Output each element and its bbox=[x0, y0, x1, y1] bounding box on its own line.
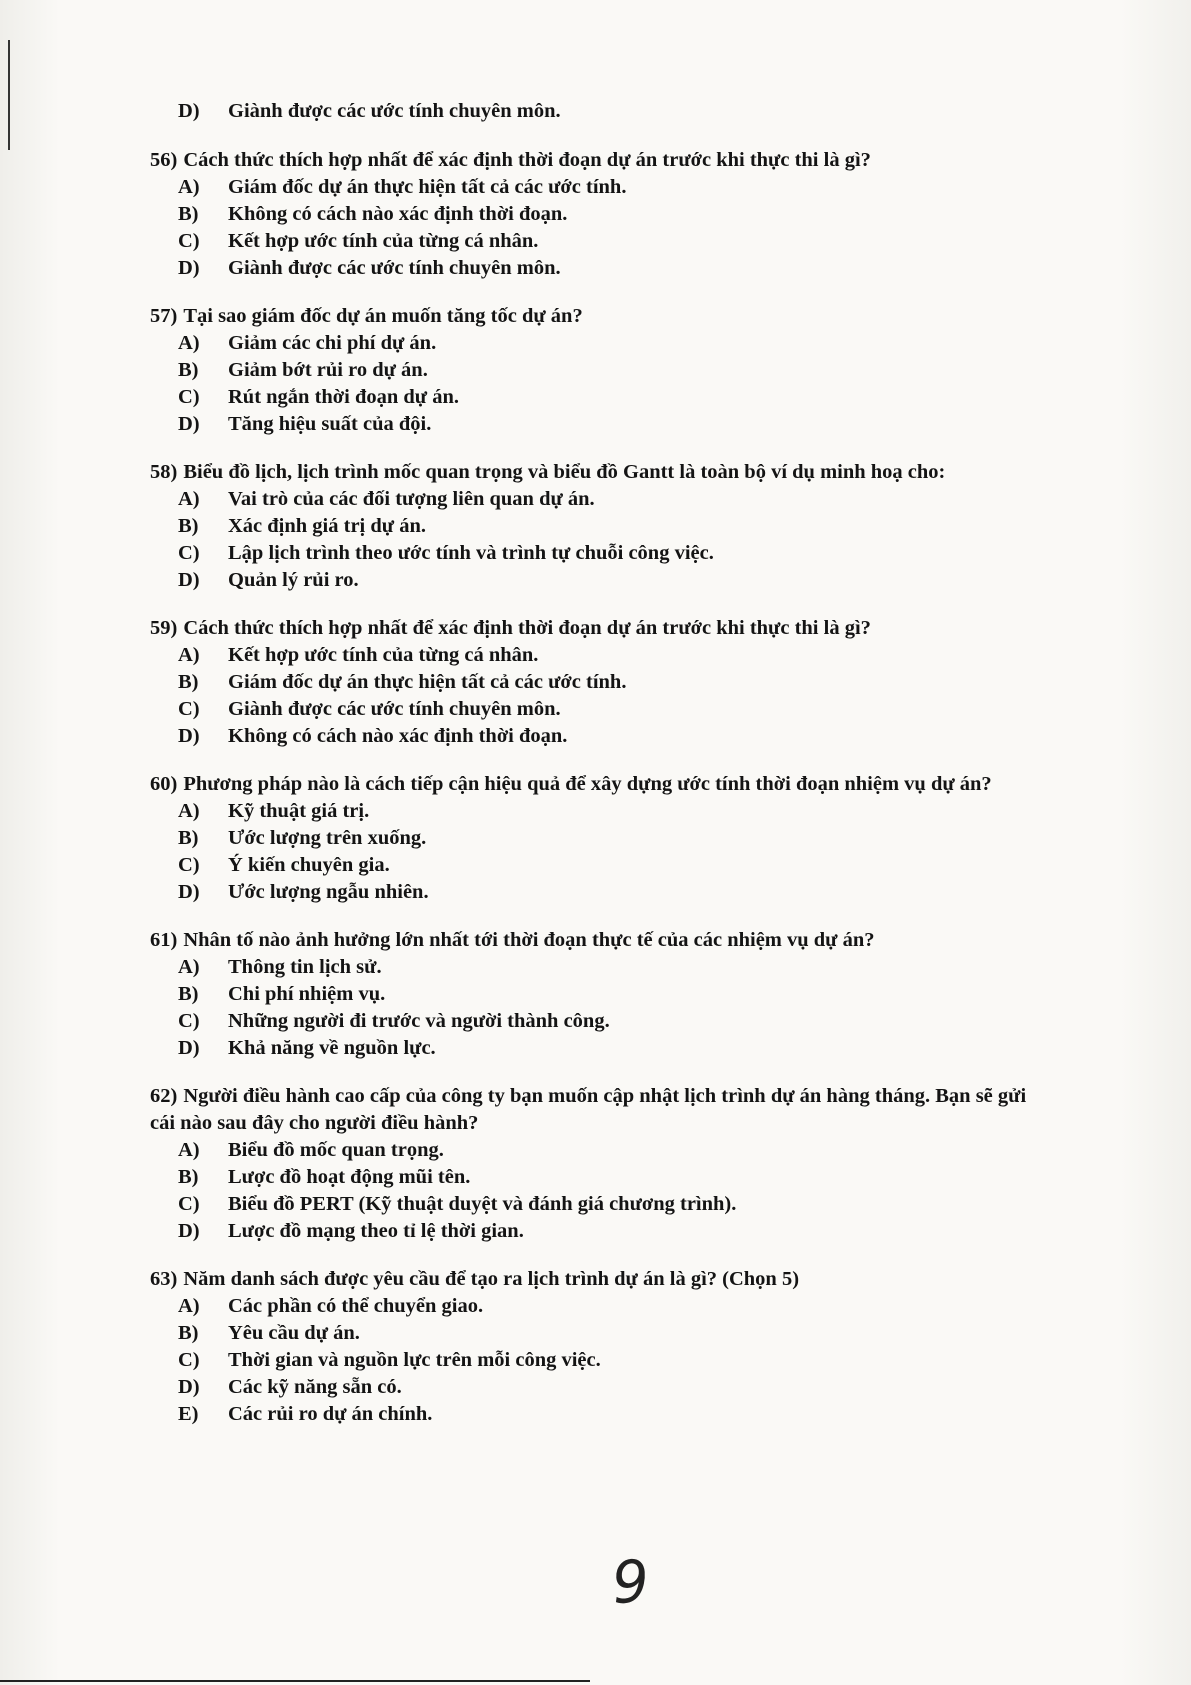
answer-option bbox=[178, 1191, 1050, 1218]
option-letter: C) bbox=[178, 698, 200, 720]
option-text: Không có cách nào xác định thời đoạn. bbox=[228, 725, 568, 747]
option-letter: D) bbox=[178, 1376, 200, 1398]
question-body: Nhân tố nào ảnh hưởng lớn nhất tới thời đoạn thực tế của các nhiệm vụ dự án? bbox=[183, 929, 875, 951]
option-text: Ước lượng ngẫu nhiên. bbox=[228, 881, 429, 903]
option-text: Kết hợp ước tính của từng cá nhân. bbox=[228, 230, 539, 252]
answer-option bbox=[178, 330, 1050, 357]
question-number: 56) bbox=[150, 149, 178, 171]
answer-option bbox=[178, 1374, 1050, 1401]
answer-option bbox=[178, 411, 1050, 438]
answer-option bbox=[178, 1035, 1050, 1062]
handwritten-page-number: 9 bbox=[609, 1546, 652, 1618]
option-letter: C) bbox=[178, 230, 200, 252]
question-list bbox=[150, 98, 1050, 1449]
answer-option bbox=[178, 567, 1050, 594]
option-letter: D) bbox=[178, 569, 200, 591]
option-text: Giảm các chi phí dự án. bbox=[228, 332, 437, 354]
option-text: Những người đi trước và người thành công. bbox=[228, 1010, 610, 1032]
option-text: Các phần có thể chuyển giao. bbox=[228, 1295, 484, 1317]
option-text: Các kỹ năng sẵn có. bbox=[228, 1376, 402, 1398]
question-body: Tại sao giám đốc dự án muốn tăng tốc dự án? bbox=[183, 305, 583, 327]
answer-option bbox=[178, 1347, 1050, 1374]
option-text: Rút ngắn thời đoạn dự án. bbox=[228, 386, 460, 408]
answer-option bbox=[178, 723, 1050, 750]
option-text: Giành được các ước tính chuyên môn. bbox=[228, 100, 561, 122]
option-letter: A) bbox=[178, 800, 200, 822]
question-number: 59) bbox=[150, 617, 178, 639]
option-letter: C) bbox=[178, 542, 200, 564]
question-text bbox=[150, 615, 1050, 642]
question-body: Biểu đồ lịch, lịch trình mốc quan trọng và biểu đồ Gantt là toàn bộ ví dụ minh hoạ cho: bbox=[183, 461, 946, 483]
option-letter: D) bbox=[178, 100, 200, 122]
option-letter: D) bbox=[178, 1220, 200, 1242]
question-block bbox=[150, 927, 1050, 1062]
question-block bbox=[150, 303, 1050, 438]
option-text: Giám đốc dự án thực hiện tất cả các ước tính. bbox=[228, 176, 627, 198]
answer-option bbox=[178, 1401, 1050, 1428]
option-letter: A) bbox=[178, 1295, 200, 1317]
option-text: Lược đồ mạng theo tỉ lệ thời gian. bbox=[228, 1220, 524, 1242]
option-letter: C) bbox=[178, 386, 200, 408]
question-text bbox=[150, 147, 1050, 174]
option-letter: A) bbox=[178, 488, 200, 510]
option-text: Thời gian và nguồn lực trên mỗi công việc. bbox=[228, 1349, 601, 1371]
question-body: Phương pháp nào là cách tiếp cận hiệu quả để xây dựng ước tính thời đoạn nhiệm vụ dự án? bbox=[183, 773, 992, 795]
option-text: Yêu cầu dự án. bbox=[228, 1322, 360, 1344]
option-letter: A) bbox=[178, 176, 200, 198]
questions-container bbox=[150, 147, 1050, 1428]
option-text: Xác định giá trị dự án. bbox=[228, 515, 426, 537]
option-letter: C) bbox=[178, 1193, 200, 1215]
answer-option bbox=[178, 1008, 1050, 1035]
option-text: Vai trò của các đối tượng liên quan dự án. bbox=[228, 488, 595, 510]
option-text: Các rủi ro dự án chính. bbox=[228, 1403, 433, 1425]
question-text bbox=[150, 927, 1050, 954]
answer-option bbox=[178, 540, 1050, 567]
option-letter: D) bbox=[178, 881, 200, 903]
question-number: 62) bbox=[150, 1085, 178, 1107]
option-text: Ý kiến chuyên gia. bbox=[228, 854, 390, 876]
answer-option bbox=[178, 1137, 1050, 1164]
answer-option bbox=[178, 486, 1050, 513]
question-body: Người điều hành cao cấp của công ty bạn muốn cập nhật lịch trình dự án hàng tháng. Bạn sẽ gửi cái nào sau đây cho người điều hành? bbox=[150, 1085, 1027, 1134]
option-text: Không có cách nào xác định thời đoạn. bbox=[228, 203, 568, 225]
option-letter: C) bbox=[178, 854, 200, 876]
scan-edge-mark bbox=[8, 40, 10, 150]
answer-option bbox=[178, 852, 1050, 879]
option-letter: B) bbox=[178, 671, 199, 693]
question-text bbox=[150, 459, 1050, 486]
answer-option bbox=[178, 1293, 1050, 1320]
option-letter: A) bbox=[178, 644, 200, 666]
question-body: Cách thức thích hợp nhất để xác định thời đoạn dự án trước khi thực thi là gì? bbox=[183, 149, 871, 171]
question-number: 57) bbox=[150, 305, 178, 327]
answer-option bbox=[178, 696, 1050, 723]
option-letter: E) bbox=[178, 1403, 199, 1425]
answer-option bbox=[178, 255, 1050, 282]
option-text: Ước lượng trên xuống. bbox=[228, 827, 427, 849]
answer-option bbox=[178, 174, 1050, 201]
answer-option bbox=[178, 825, 1050, 852]
question-number: 60) bbox=[150, 773, 178, 795]
option-text: Giảm bớt rủi ro dự án. bbox=[228, 359, 428, 381]
option-text: Giám đốc dự án thực hiện tất cả các ước tính. bbox=[228, 671, 627, 693]
option-letter: B) bbox=[178, 827, 199, 849]
option-text: Thông tin lịch sử. bbox=[228, 956, 382, 978]
question-body: Cách thức thích hợp nhất để xác định thời đoạn dự án trước khi thực thi là gì? bbox=[183, 617, 871, 639]
option-text: Biểu đồ mốc quan trọng. bbox=[228, 1139, 444, 1161]
question-text bbox=[150, 771, 1050, 798]
option-text: Giành được các ước tính chuyên môn. bbox=[228, 257, 561, 279]
option-text: Giành được các ước tính chuyên môn. bbox=[228, 698, 561, 720]
option-letter: D) bbox=[178, 725, 200, 747]
option-letter: A) bbox=[178, 956, 200, 978]
question-text bbox=[150, 1083, 1050, 1137]
question-block bbox=[150, 771, 1050, 906]
option-text: Biểu đồ PERT (Kỹ thuật duyệt và đánh giá chương trình). bbox=[228, 1193, 737, 1215]
answer-option bbox=[178, 1320, 1050, 1347]
question-text bbox=[150, 1266, 1050, 1293]
question-block bbox=[150, 615, 1050, 750]
option-letter: A) bbox=[178, 1139, 200, 1161]
option-letter: D) bbox=[178, 413, 200, 435]
answer-option bbox=[178, 513, 1050, 540]
question-number: 63) bbox=[150, 1268, 178, 1290]
answer-option bbox=[178, 981, 1050, 1008]
option-letter: B) bbox=[178, 1166, 199, 1188]
option-text: Quản lý rủi ro. bbox=[228, 569, 359, 591]
question-number: 58) bbox=[150, 461, 178, 483]
answer-option bbox=[178, 642, 1050, 669]
answer-option bbox=[178, 228, 1050, 255]
question-block bbox=[150, 1266, 1050, 1428]
answer-option bbox=[178, 954, 1050, 981]
answer-option bbox=[178, 669, 1050, 696]
answer-option bbox=[178, 1164, 1050, 1191]
answer-option bbox=[178, 1218, 1050, 1245]
option-text: Lược đồ hoạt động mũi tên. bbox=[228, 1166, 471, 1188]
option-letter: B) bbox=[178, 983, 199, 1005]
option-letter: D) bbox=[178, 1037, 200, 1059]
option-text: Kết hợp ước tính của từng cá nhân. bbox=[228, 644, 539, 666]
answer-option bbox=[178, 384, 1050, 411]
answer-option bbox=[178, 357, 1050, 384]
question-block bbox=[150, 1083, 1050, 1245]
question-body: Năm danh sách được yêu cầu để tạo ra lịch trình dự án là gì? (Chọn 5) bbox=[183, 1268, 800, 1290]
option-text: Lập lịch trình theo ước tính và trình tự chuỗi công việc. bbox=[228, 542, 714, 564]
option-letter: C) bbox=[178, 1349, 200, 1371]
bottom-rule bbox=[0, 1680, 590, 1682]
option-letter: B) bbox=[178, 203, 199, 225]
answer-option bbox=[178, 201, 1050, 228]
answer-option bbox=[178, 798, 1050, 825]
option-text: Tăng hiệu suất của đội. bbox=[228, 413, 432, 435]
question-text bbox=[150, 303, 1050, 330]
option-letter: D) bbox=[178, 257, 200, 279]
answer-option bbox=[178, 879, 1050, 906]
question-block bbox=[150, 459, 1050, 594]
option-text: Khả năng về nguồn lực. bbox=[228, 1037, 436, 1059]
option-letter: C) bbox=[178, 1010, 200, 1032]
option-letter: B) bbox=[178, 1322, 199, 1344]
option-letter: B) bbox=[178, 515, 199, 537]
option-letter: A) bbox=[178, 332, 200, 354]
option-letter: B) bbox=[178, 359, 199, 381]
option-text: Kỹ thuật giá trị. bbox=[228, 800, 370, 822]
question-number: 61) bbox=[150, 929, 178, 951]
question-block bbox=[150, 147, 1050, 282]
option-text: Chi phí nhiệm vụ. bbox=[228, 983, 386, 1005]
carryover-option bbox=[178, 98, 1050, 125]
